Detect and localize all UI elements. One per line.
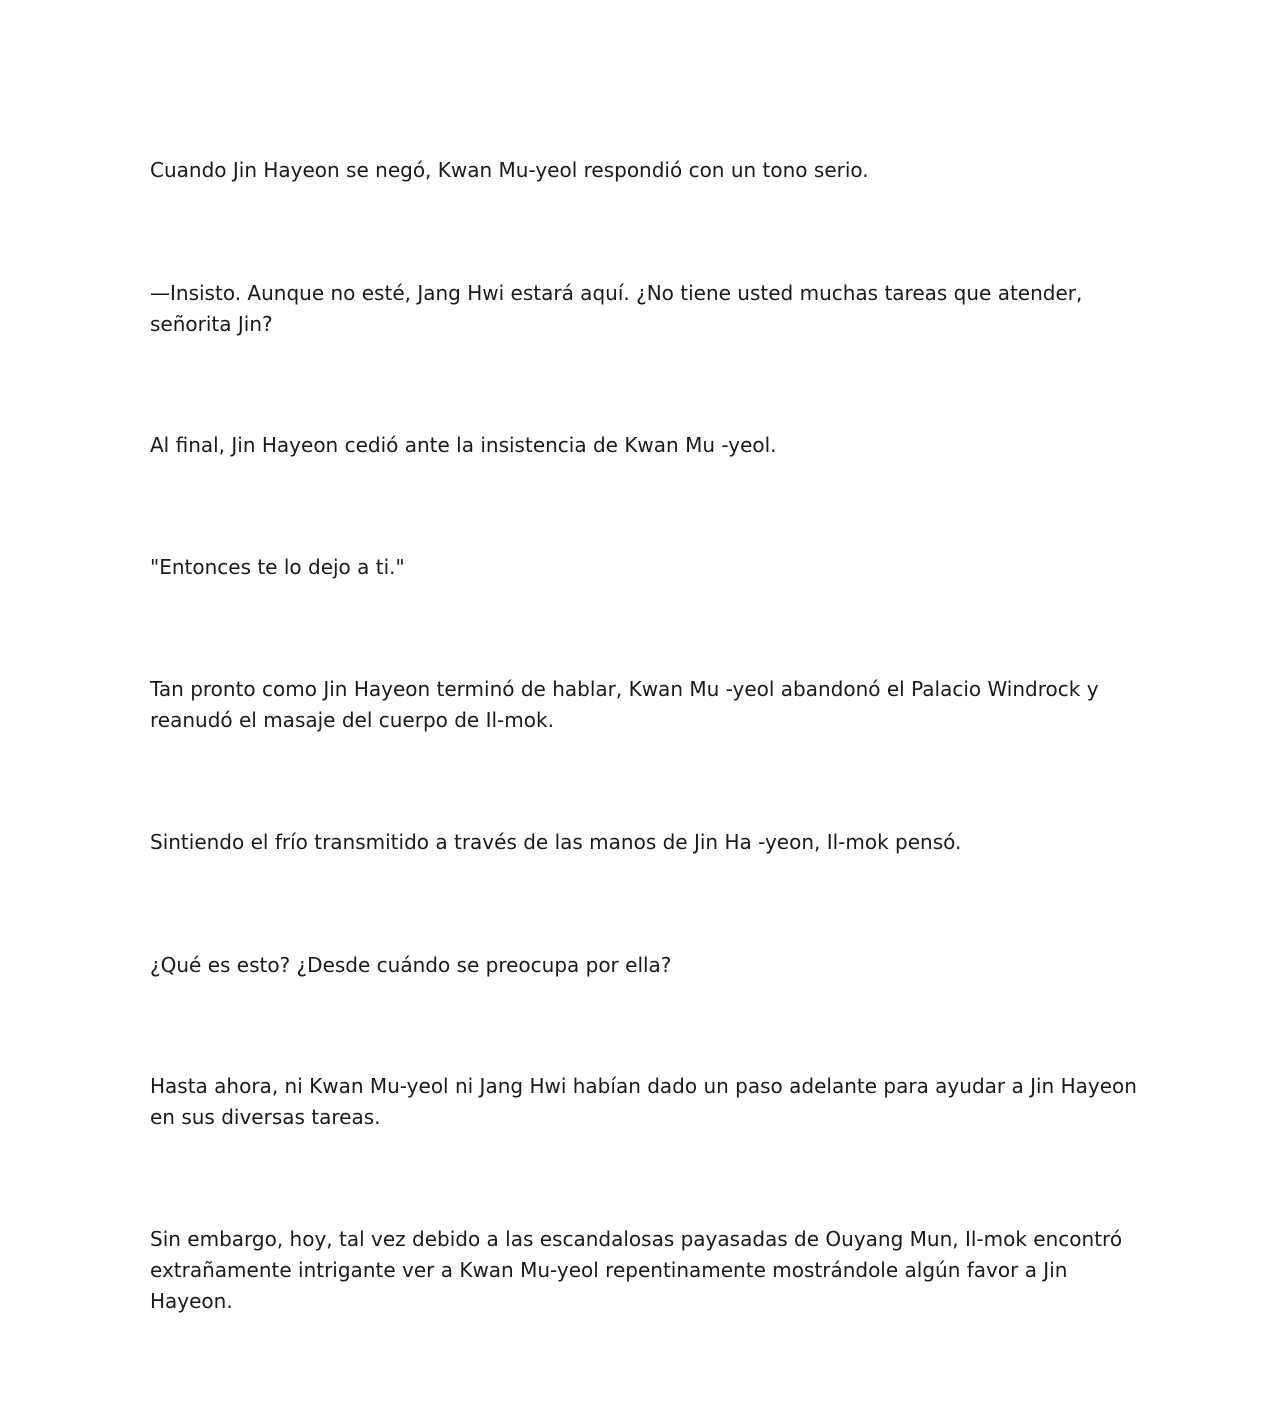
paragraph-2: —Insisto. Aunque no esté, Jang Hwi estará aquí. ¿No tiene usted muchas tareas que atender, señorita Jin?: [150, 281, 1083, 336]
paragraph-5: Tan pronto como Jin Hayeon terminó de hablar, Kwan Mu -yeol abandonó el Palacio Windrock y reanudó el masaje del cuerpo de Il-mok.: [150, 677, 1099, 732]
paragraph-1: Cuando Jin Hayeon se negó, Kwan Mu-yeol respondió con un tono serio.: [150, 158, 869, 182]
paragraph-3: Al final, Jin Hayeon cedió ante la insistencia de Kwan Mu -yeol.: [150, 433, 777, 457]
paragraph-6: Sintiendo el frío transmitido a través de las manos de Jin Ha -yeon, Il-mok pensó.: [150, 830, 962, 854]
paragraph-4: "Entonces te lo dejo a ti.": [150, 555, 405, 579]
paragraph-9: Sin embargo, hoy, tal vez debido a las escandalosas payasadas de Ouyang Mun, Il-mok encontró extrañamente intrigante ver a Kwan Mu-yeol repentinamente mostrándole algún favor a Jin Hayeon.: [150, 1227, 1123, 1313]
paragraph-8: Hasta ahora, ni Kwan Mu-yeol ni Jang Hwi habían dado un paso adelante para ayudar a Jin Hayeon en sus diversas tareas.: [150, 1074, 1137, 1129]
paragraph-7: ¿Qué es esto? ¿Desde cuándo se preocupa por ella?: [150, 953, 672, 977]
